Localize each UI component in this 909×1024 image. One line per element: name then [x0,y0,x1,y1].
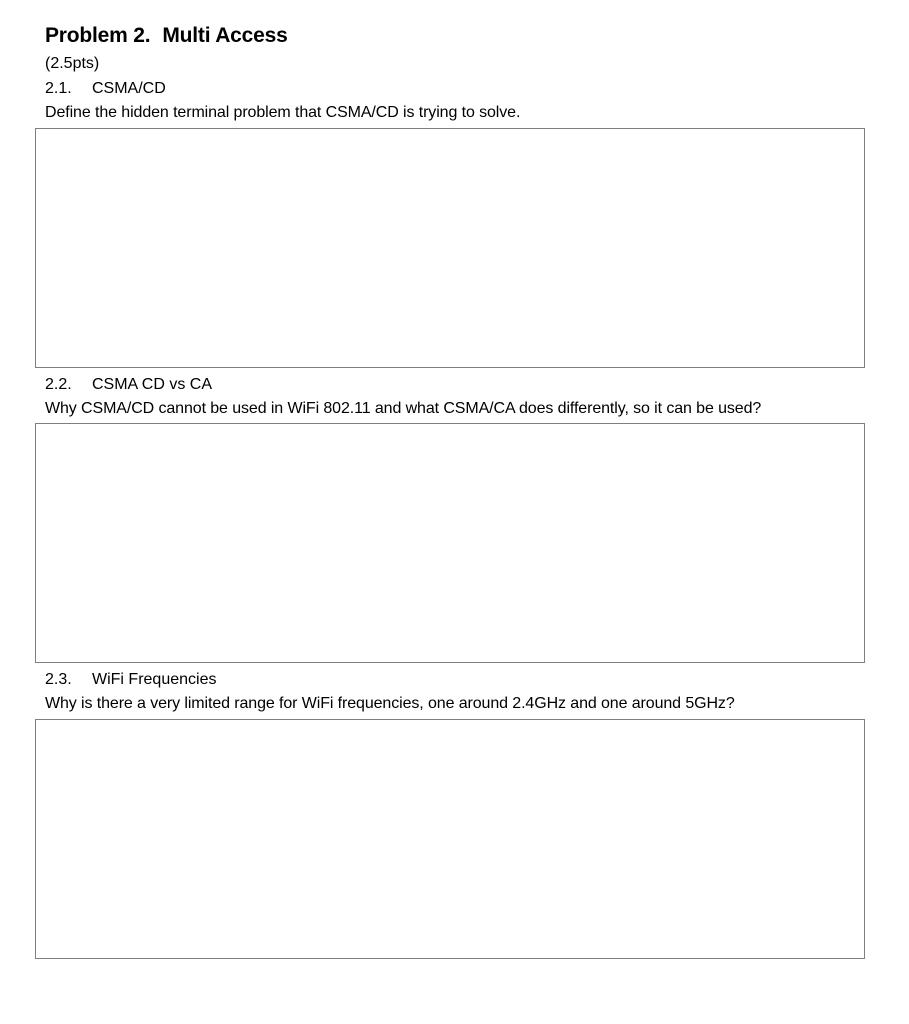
question-heading-text: CSMA CD vs CA [92,376,213,393]
answer-box-2-3[interactable] [35,719,865,959]
question-number: 2.1. [45,80,72,97]
question-number: 2.2. [45,376,72,393]
problem-number: Problem 2. [45,24,151,47]
question-prompt-2-1: Define the hidden terminal problem that CSMA/CD is trying to solve. [45,104,521,121]
question-number: 2.3. [45,671,72,688]
problem-points: (2.5pts) [45,55,100,72]
problem-title [45,24,288,48]
question-heading-2-1 [45,80,166,98]
question-prompt-2-2: Why CSMA/CD cannot be used in WiFi 802.11 and what CSMA/CA does differently, so it can be used? [45,400,762,417]
question-heading-text: WiFi Frequencies [92,671,217,688]
question-heading-text: CSMA/CD [92,80,166,97]
question-heading-2-2 [45,376,212,394]
answer-box-2-1[interactable] [35,128,865,368]
question-prompt-2-3: Why is there a very limited range for WiFi frequencies, one around 2.4GHz and one around 5GHz? [45,695,735,712]
answer-box-2-2[interactable] [35,423,865,663]
problem-title-text: Multi Access [162,24,288,47]
question-heading-2-3 [45,671,216,689]
